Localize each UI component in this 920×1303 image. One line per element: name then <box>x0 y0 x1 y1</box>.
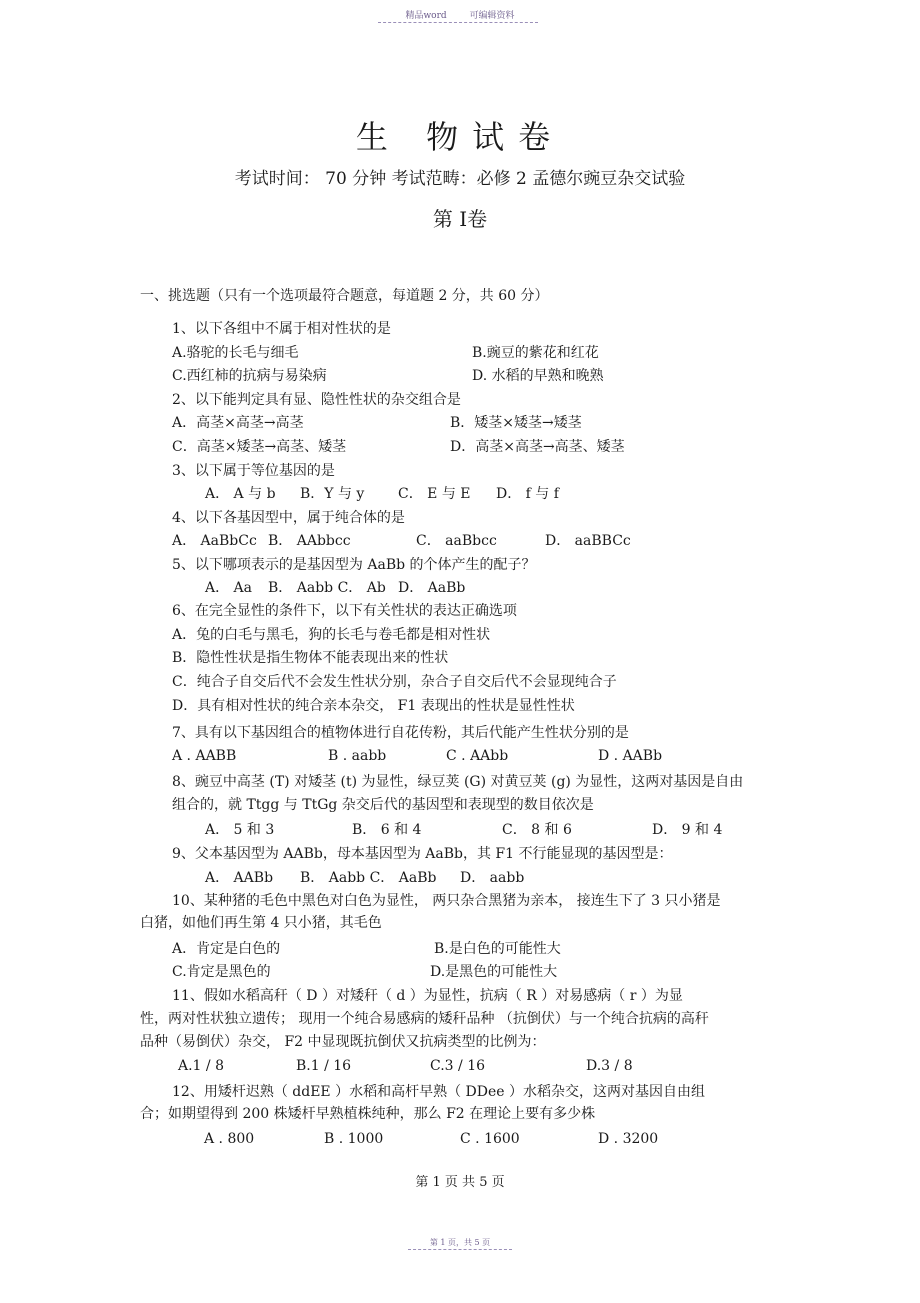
page-header <box>0 8 920 21</box>
option-d: D.3 / 8 <box>586 1058 633 1074</box>
option-d: D . 3200 <box>598 1131 659 1147</box>
option-d: D． 9 和 4 <box>652 822 723 838</box>
question-stem: 7、具有以下基因组合的植物体进行自花传粉，其后代能产生性状分别的是 <box>172 725 629 741</box>
option-a: A． AaBbCc <box>172 533 257 549</box>
header-divider <box>378 22 538 23</box>
question-stem-line: 组合的，就 Ttgg 与 TtGg 杂交后代的基因型和表现型的数目依次是 <box>172 797 594 813</box>
exam-info: 考试时间： 70 分钟 考试范畴：必修 2 孟德尔豌豆杂交试验 <box>234 169 686 189</box>
footer-divider <box>408 1249 512 1250</box>
question-stem: 9、父本基因型为 AABb，母本基因型为 AaBb，其 F1 不行能显现的基因型是： <box>172 846 673 862</box>
option-c: C． aaBbcc <box>416 533 497 549</box>
option-d: D． f 与 f <box>496 486 559 502</box>
option-a: A． Aa <box>205 580 253 596</box>
option-d: D．高茎×高茎→高茎、矮茎 <box>450 439 625 455</box>
option-d: D. 水稻的早熟和晚熟 <box>472 368 604 384</box>
option-b: B . 1000 <box>324 1131 384 1147</box>
option-a: A． 5 和 3 <box>205 822 275 838</box>
option-b: B．矮茎×矮茎→矮茎 <box>450 415 582 431</box>
option-d: D． aabb <box>460 870 525 886</box>
option-b: B． Aabb C． Ab <box>268 580 386 596</box>
option-b: B． 6 和 4 <box>352 822 422 838</box>
option-c: C . AAbb <box>446 748 509 764</box>
header-right: 可编辑资料 <box>469 11 515 21</box>
option-c: C．高茎×矮茎→高茎、矮茎 <box>172 439 347 455</box>
option-c: C.3 / 16 <box>430 1058 486 1074</box>
option-b: B． AAbbcc <box>268 533 351 549</box>
option-b: B.是白色的可能性大 <box>434 941 561 957</box>
option-b: B． Aabb C． AaBb <box>300 870 437 886</box>
bottom-page-number: 第 1 页，共 5 页 <box>429 1238 491 1247</box>
option-b: B．隐性性状是指生物体不能表现出来的性状 <box>172 650 449 666</box>
option-d: D． aaBBCc <box>545 533 631 549</box>
page-title: 生 物试卷 <box>355 118 565 156</box>
question-stem-line: 11、假如水稻高秆（ D ）对矮秆（ d ）为显性，抗病（ R ）对易感病（ r ）为显 <box>172 988 683 1004</box>
question-stem: 4、以下各基因型中，属于纯合体的是 <box>172 510 405 526</box>
option-a: A.1 / 8 <box>178 1058 224 1074</box>
option-b: B . aabb <box>328 748 387 764</box>
volume-heading: 第 Ⅰ卷 <box>432 207 488 231</box>
question-stem-line: 12、用矮杆迟熟（ ddEE ）水稻和高杆早熟（ DDee ）水稻杂交，这两对基因自由组 <box>172 1084 705 1100</box>
option-a: A．高茎×高茎→高茎 <box>172 415 304 431</box>
option-c: C． E 与 E <box>398 486 471 502</box>
page-number: 第 1 页 共 5 页 <box>415 1175 505 1190</box>
option-a: A . AABB <box>172 748 237 764</box>
question-stem-line: 白猪，如他们再生第 4 只小猪，其毛色 <box>140 915 382 931</box>
option-c: C . 1600 <box>460 1131 520 1147</box>
option-a: A． AABb <box>205 870 274 886</box>
option-b: B．Y 与 y <box>300 486 365 502</box>
option-b: B.豌豆的紫花和红花 <box>472 345 599 361</box>
option-c: C.肯定是黑色的 <box>172 964 271 980</box>
option-a: A． A 与 b <box>205 486 276 502</box>
option-d: D . AABb <box>598 748 663 764</box>
question-stem-line: 10、某种猪的毛色中黑色对白色为显性， 两只杂合黑猪为亲本， 接连生下了 3 只小猪是 <box>172 893 721 909</box>
option-c: C． 8 和 6 <box>502 822 572 838</box>
option-a: A．兔的白毛与黑毛，狗的长毛与卷毛都是相对性状 <box>172 627 491 643</box>
option-d: D.是黑色的可能性大 <box>430 964 558 980</box>
option-d: D．具有相对性状的纯合亲本杂交， F1 表现出的性状是显性性状 <box>172 698 575 714</box>
question-stem: 1、以下各组中不属于相对性状的是 <box>172 321 391 337</box>
option-c: C.西红柿的抗病与易染病 <box>172 368 327 384</box>
option-d: D． AaBb <box>398 580 466 596</box>
question-stem: 2、以下能判定具有显、隐性性状的杂交组合是 <box>172 392 461 408</box>
question-stem-line: 性，两对性状独立遗传； 现用一个纯合易感病的矮秆品种 （抗倒伏）与一个纯合抗病的高秆 <box>140 1011 709 1027</box>
question-stem-line: 品种（易倒伏）杂交， F2 中显现既抗倒伏又抗病类型的比例为： <box>140 1034 546 1050</box>
option-a: A.骆驼的长毛与细毛 <box>172 345 299 361</box>
question-stem-line: 8、豌豆中高茎 (T) 对矮茎 (t) 为显性，绿豆荚 (G) 对黄豆荚 (g) 为显性，这两对基因是自由 <box>172 774 744 790</box>
option-b: B.1 / 16 <box>296 1058 352 1074</box>
question-stem: 5、以下哪项表示的是基因型为 AaBb 的个体产生的配子？ <box>172 557 536 573</box>
question-stem: 3、以下属于等位基因的是 <box>172 463 335 479</box>
option-a: A．肯定是白色的 <box>172 941 281 957</box>
section-heading: 一、挑选题（只有一个选项最符合题意，每道题 2 分，共 60 分） <box>140 288 549 304</box>
option-a: A . 800 <box>204 1131 255 1147</box>
option-c: C．纯合子自交后代不会发生性状分别，杂合子自交后代不会显现纯合子 <box>172 674 617 690</box>
header-left: 精品word <box>405 11 447 21</box>
question-stem-line: 合；如期望得到 200 株矮杆早熟植株纯种，那么 F2 在理论上要有多少株 <box>140 1106 596 1122</box>
question-stem: 6、在完全显性的条件下，以下有关性状的表达正确选项 <box>172 603 517 619</box>
